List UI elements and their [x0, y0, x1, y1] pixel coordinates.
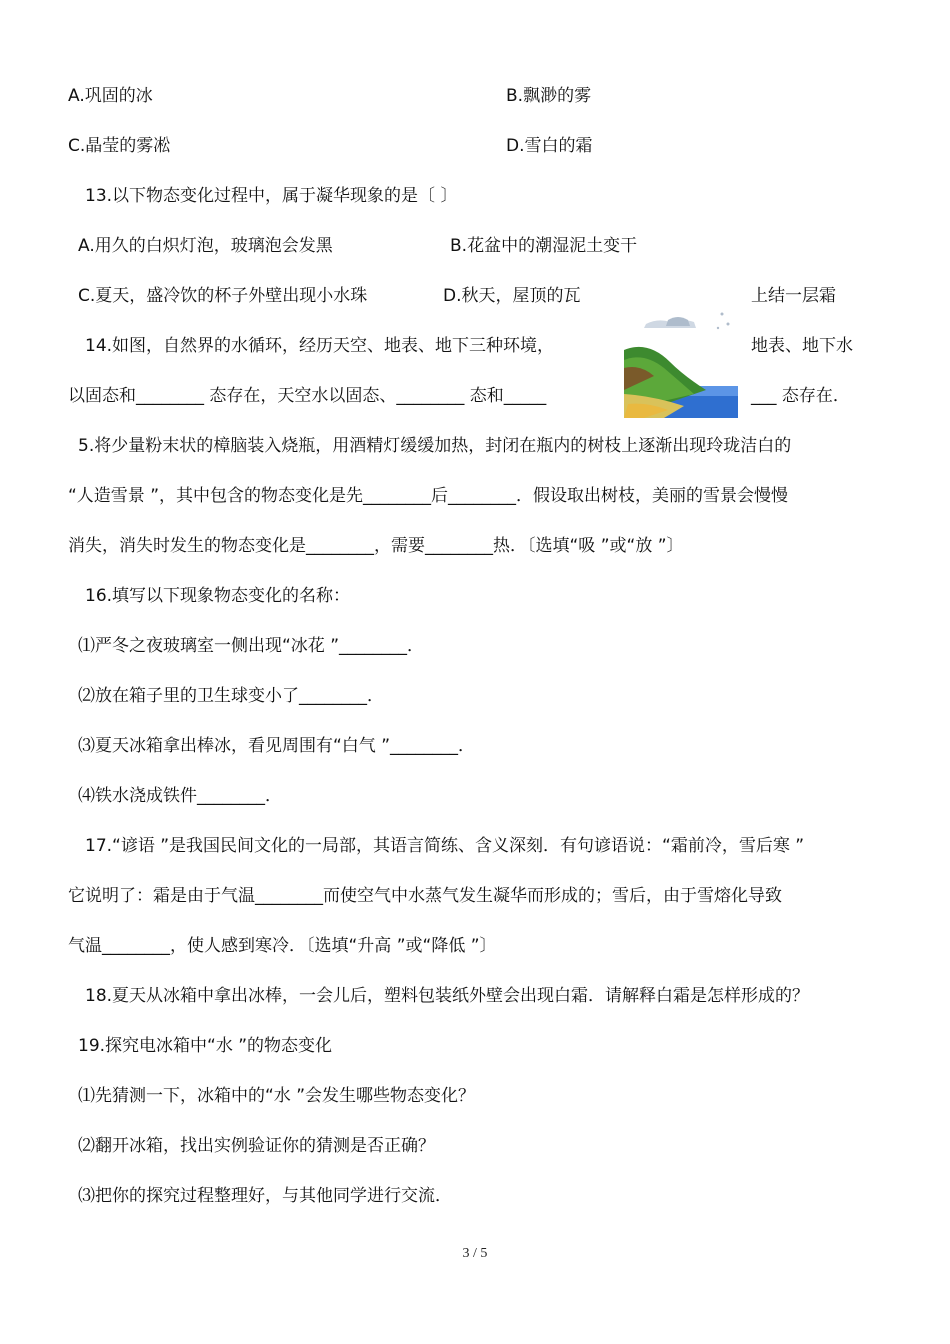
question-15-line3: 消失，消失时发生的物态变化是________，需要________热．〔选填“吸 ”或“放 ”〕	[68, 536, 684, 556]
option-13d: D.秋天，屋顶的瓦	[443, 286, 581, 306]
question-16-item4: ⑷铁水浇成铁件________．	[78, 786, 282, 806]
question-19: 19.探究电冰箱中“水 ”的物态变化	[78, 1036, 333, 1056]
question-17-line2: 它说明了：霜是由于气温________而使空气中水蒸气发生凝华而形成的；雪后，由于雪熔化导致	[68, 886, 782, 906]
option-12b: B.飘渺的雾	[506, 86, 592, 106]
question-14: 14.如图，自然界的水循环，经历天空、地表、地下三种环境，	[85, 336, 555, 356]
question-16: 16.填写以下现象物态变化的名称：	[85, 586, 351, 606]
option-13b: B.花盆中的潮湿泥土变干	[450, 236, 638, 256]
question-16-item1: ⑴严冬之夜玻璃室一侧出现“冰花 ”________．	[78, 636, 425, 656]
option-12c: C.晶莹的雾凇	[68, 136, 171, 156]
option-13a: A.用久的白炽灯泡，玻璃泡会发黑	[78, 236, 333, 256]
question-16-item3: ⑶夏天冰箱拿出棒冰，看见周围有“白气 ”________．	[78, 736, 476, 756]
page-number: 3 / 5	[462, 1246, 488, 1261]
question-17-line3: 气温________，使人感到寒冷．〔选填“升高 ”或“降低 ”〕	[68, 936, 497, 956]
question-14-line2: 以固态和________ 态存在，天空水以固态、________ 态和_____	[68, 386, 547, 406]
question-16-item2: ⑵放在箱子里的卫生球变小了________．	[78, 686, 384, 706]
question-18: 18.夏天从冰箱中拿出冰棒，一会儿后，塑料包装纸外壁会出现白霜．请解释白霜是怎样形成的？	[85, 986, 810, 1006]
question-15-line2: “人造雪景 ”，其中包含的物态变化是先________后________．假设取出树枝，美丽的雪景会慢慢	[68, 486, 789, 506]
question-19-item3: ⑶把你的探究过程整理好，与其他同学进行交流．	[78, 1186, 452, 1206]
option-12a: A.巩固的冰	[68, 86, 153, 106]
question-13: 13.以下物态变化过程中，属于凝华现象的是〔 〕	[85, 186, 458, 206]
option-12d: D.雪白的霜	[506, 136, 593, 156]
water-cycle-landscape-icon	[624, 310, 738, 418]
option-13d-cont: 上结一层霜	[751, 286, 836, 306]
question-17: 17.“谚语 ”是我国民间文化的一局部，其语言简练、含义深刻．有句谚语说：“霜前冷，雪后寒 ”	[85, 836, 805, 856]
question-14-line2-right: ___ 态存在．	[751, 386, 850, 406]
option-13c: C.夏天，盛冷饮的杯子外壁出现小水珠	[78, 286, 368, 306]
question-19-item2: ⑵翻开冰箱，找出实例验证你的猜测是否正确？	[78, 1136, 435, 1156]
question-19-item1: ⑴先猜测一下，冰箱中的“水 ”会发生哪些物态变化？	[78, 1086, 476, 1106]
question-14-right: 地表、地下水	[751, 336, 853, 356]
question-15: 5.将少量粉末状的樟脑装入烧瓶，用酒精灯缓缓加热，封闭在瓶内的树枝上逐渐出现玲珑洁白的	[78, 436, 792, 456]
